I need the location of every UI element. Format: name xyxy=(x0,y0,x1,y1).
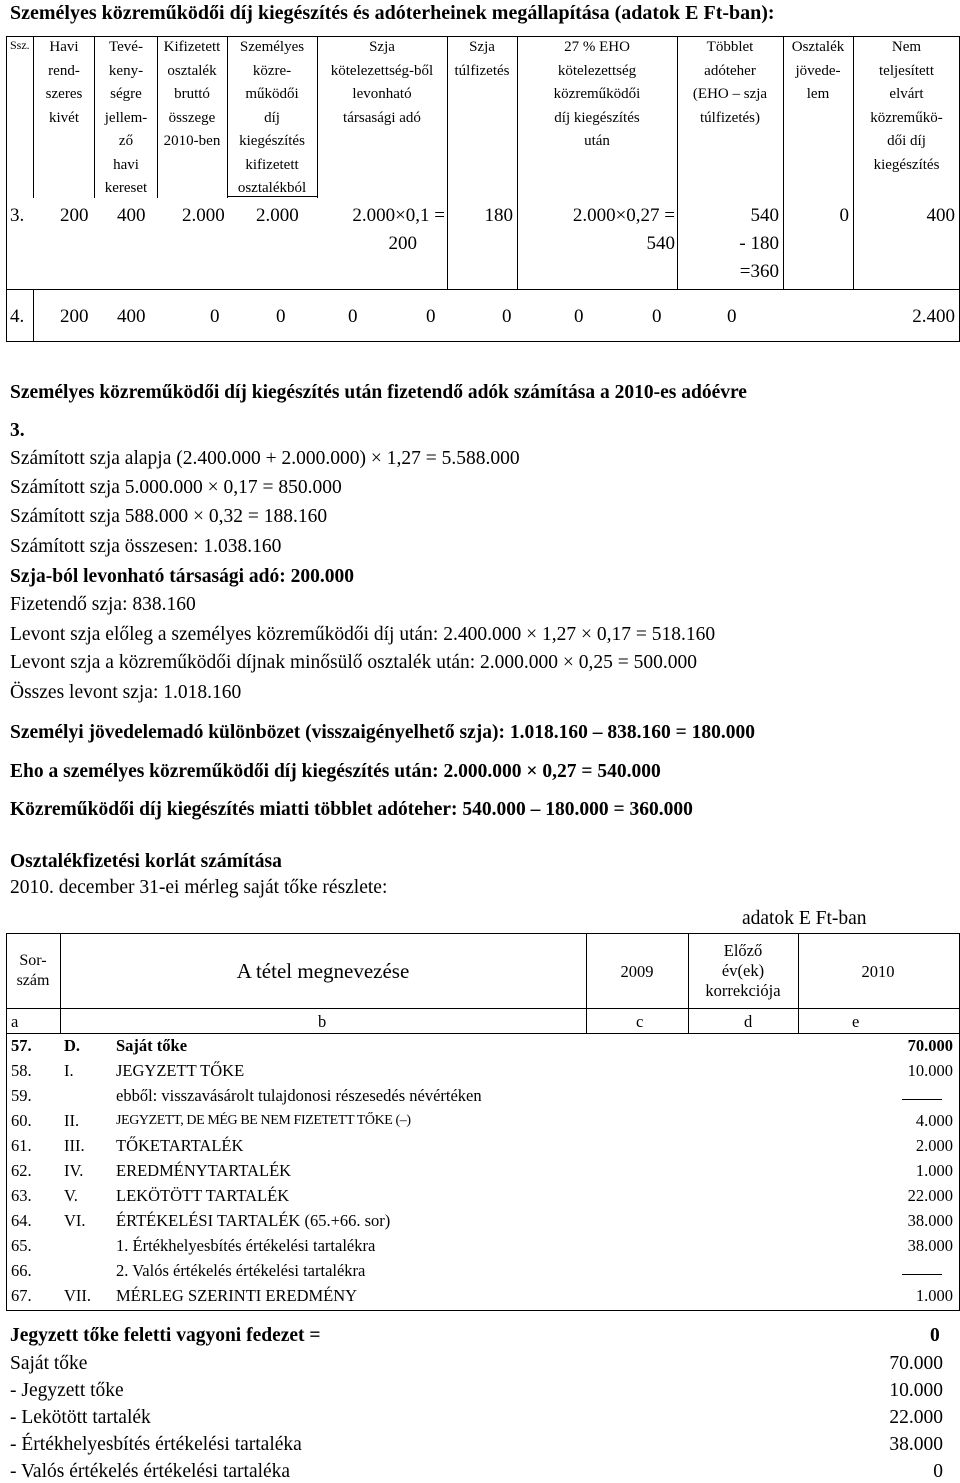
coverage-label: Saját tőke xyxy=(10,1353,88,1374)
row3-havi: 200 xyxy=(60,205,89,226)
header-2010: 2010 xyxy=(861,962,895,981)
table-border xyxy=(6,341,960,342)
row-value: 22.000 xyxy=(907,1186,953,1205)
header-elozo: Előző év(ek) korrekciója xyxy=(705,941,781,1000)
page-title: Személyes közreműködői díj kiegészítés és adóterheinek megállapítása (adatok E Ft-ban): xyxy=(10,2,775,24)
row4-nem: 2.400 xyxy=(912,306,955,327)
row3-szja-tulf: 180 xyxy=(484,205,513,226)
row4-havi: 200 xyxy=(60,306,89,327)
coverage-heading-value: 0 xyxy=(930,1325,940,1346)
row-name: ÉRTÉKELÉSI TARTALÉK (65.+66. sor) xyxy=(116,1211,391,1230)
unit-label: adatok E Ft-ban xyxy=(742,908,867,929)
row3-tobblet-a: 540 xyxy=(750,205,779,226)
header-kifizetett: Kifizetett osztalék bruttó összege 2010-ben xyxy=(163,39,221,149)
calc-heading: Személyes közreműködői díj kiegészítés után fizetendő adók számítása a 2010-es adóévre xyxy=(10,382,747,403)
row-name: MÉRLEG SZERINTI EREDMÉNY xyxy=(116,1286,358,1305)
row-number: 65. xyxy=(11,1236,32,1255)
header-ssz: Ssz. xyxy=(10,38,30,52)
row-number: 63. xyxy=(11,1186,32,1205)
header-szemelyes: Személyes közre- működői díj kiegészítés kifizetett osztalékból xyxy=(237,39,307,196)
header-tevekenyseg: Tevé- keny- ségre jellem- ző havi kereset xyxy=(104,39,148,196)
calc-line: Számított szja 5.000.000 × 0,17 = 850.000 xyxy=(10,477,342,498)
header-sorszam: Sor- szám xyxy=(16,952,50,989)
header-tetel: A tétel megnevezése xyxy=(236,959,410,983)
header-2009: 2009 xyxy=(620,962,654,981)
header-szja-tulfizetes: Szja túlfizetés xyxy=(454,39,510,79)
coverage-label: - Jegyzett tőke xyxy=(10,1380,124,1401)
row4-osztalek: 0 xyxy=(652,306,662,327)
row3-kifiz: 2.000 xyxy=(182,205,225,226)
header-osztalek: Osztalék jövede- lem xyxy=(791,39,845,102)
calc-line: Szja-ból levonható társasági adó: 200.000 xyxy=(10,566,354,587)
row4-tobblet: 0 xyxy=(574,306,584,327)
coverage-label: - Értékhelyesbítés értékelési tartaléka xyxy=(10,1434,302,1455)
row3-szemely: 2.000 xyxy=(256,205,299,226)
row3-eho-result: 540 xyxy=(646,233,675,254)
row4-eho: 0 xyxy=(502,306,512,327)
row-name: JEGYZETT TŐKE xyxy=(116,1061,245,1080)
limit-subheading: 2010. december 31-ei mérleg saját tőke részlete: xyxy=(10,877,388,898)
row-name: LEKÖTÖTT TARTALÉK xyxy=(116,1186,290,1205)
row4-szemely: 0 xyxy=(276,306,286,327)
row-number: 60. xyxy=(11,1111,32,1130)
empty-value-dash xyxy=(902,1274,942,1275)
row-roman: III. xyxy=(64,1136,85,1155)
row3-ssz: 3. xyxy=(10,205,25,226)
calc-line: Fizetendő szja: 838.160 xyxy=(10,594,196,615)
row-roman: I. xyxy=(64,1061,74,1080)
col-letter: d xyxy=(744,1012,753,1031)
calc-line: Számított szja összesen: 1.038.160 xyxy=(10,536,282,557)
header-eho: 27 % EHO kötelezettség közreműködői díj kiegészítés után xyxy=(553,39,641,149)
calc-line: Közreműködői díj kiegészítés miatti többlet adóteher: 540.000 – 180.000 = 360.000 xyxy=(10,799,693,820)
calc-number: 3. xyxy=(10,420,25,441)
row4-teve: 400 xyxy=(117,306,146,327)
coverage-value: 10.000 xyxy=(889,1380,943,1401)
row-name: 1. Értékhelyesbítés értékelési tartalékra xyxy=(116,1236,376,1255)
row-number: 62. xyxy=(11,1161,32,1180)
equity-table xyxy=(6,933,960,1313)
row-value: 10.000 xyxy=(907,1061,953,1080)
row-roman: II. xyxy=(64,1111,80,1130)
row4-szja-tulf: 0 xyxy=(426,306,436,327)
row4-kifiz: 0 xyxy=(210,306,220,327)
row-number: 57. xyxy=(11,1036,32,1055)
row3-eho-calc: 2.000×0,27 = xyxy=(572,205,675,226)
calc-line: Levont szja a közreműködői díjnak minősülő osztalék után: 2.000.000 × 0,25 = 500.000 xyxy=(10,652,698,673)
coverage-label: - Valós értékelés értékelési tartaléka xyxy=(10,1461,291,1482)
row4-szja-kot: 0 xyxy=(348,306,358,327)
row3-szja-kot-result: 200 xyxy=(388,233,417,254)
coverage-value: 22.000 xyxy=(889,1407,943,1428)
row3-szja-kot-calc: 2.000×0,1 = xyxy=(352,205,445,226)
empty-value-dash xyxy=(902,1099,942,1100)
coverage-value: 0 xyxy=(933,1461,943,1482)
calc-line: Eho a személyes közreműködői díj kiegészítés után: 2.000.000 × 0,27 = 540.000 xyxy=(10,761,661,782)
row-value: 1.000 xyxy=(915,1161,953,1180)
row-name: Saját tőke xyxy=(116,1036,188,1055)
row-value: 38.000 xyxy=(907,1211,953,1230)
row-divider xyxy=(6,289,960,290)
row-number: 67. xyxy=(11,1286,32,1305)
coverage-value: 70.000 xyxy=(889,1353,943,1374)
row-name: 2. Valós értékelés értékelési tartalékra xyxy=(116,1261,366,1280)
row-value: 2.000 xyxy=(915,1136,953,1155)
row-name: EREDMÉNYTARTALÉK xyxy=(116,1161,292,1180)
row-number: 64. xyxy=(11,1211,32,1230)
calc-line: Személyi jövedelemadó különbözet (visszaigényelhető szja): 1.018.160 – 838.160 = 180.000 xyxy=(10,722,755,743)
row-value: 1.000 xyxy=(915,1286,953,1305)
row-number: 59. xyxy=(11,1086,32,1105)
row-name: ebből: visszavásárolt tulajdonosi részesedés névértéken xyxy=(116,1086,482,1105)
header-szja-kotelezettseg: Szja kötelezettség-ből levonható társasági adó xyxy=(330,39,434,126)
header-havi: Havi rend- szeres kivét xyxy=(45,39,83,126)
row-number: 58. xyxy=(11,1061,32,1080)
col-letter: a xyxy=(11,1012,19,1031)
row-roman: IV. xyxy=(64,1161,84,1180)
row-name: JEGYZETT, DE MÉG BE NEM FIZETETT TŐKE (–) xyxy=(116,1113,411,1128)
row-roman: D. xyxy=(64,1036,81,1055)
calc-line: Számított szja 588.000 × 0,32 = 188.160 xyxy=(10,506,328,527)
calc-line: Összes levont szja: 1.018.160 xyxy=(10,682,242,703)
row3-osztalek: 0 xyxy=(839,205,849,226)
col-letter: e xyxy=(852,1012,860,1031)
coverage-label: - Lekötött tartalék xyxy=(10,1407,151,1428)
calc-line: Levont szja előleg a személyes közreműködői díj után: 2.400.000 × 1,27 × 0,17 = 518.160 xyxy=(10,624,716,645)
row4-ssz: 4. xyxy=(10,306,25,327)
row-value: 70.000 xyxy=(907,1036,953,1055)
row4-extra-zero: 0 xyxy=(727,306,737,327)
row-number: 66. xyxy=(11,1261,32,1280)
calc-line: Számított szja alapja (2.400.000 + 2.000.000) × 1,27 = 5.588.000 xyxy=(10,448,520,469)
row3-nem: 400 xyxy=(926,205,955,226)
row-roman: V. xyxy=(64,1186,78,1205)
row3-tobblet-b: - 180 xyxy=(739,233,779,254)
coverage-heading: Jegyzett tőke feletti vagyoni fedezet = xyxy=(10,1325,321,1346)
row-number: 61. xyxy=(11,1136,32,1155)
row-value: 4.000 xyxy=(915,1111,953,1130)
header-nem-teljesitett: Nem teljesített elvárt közreműkö- dői díj kiegészítés xyxy=(870,39,943,173)
row3-tobblet-c: =360 xyxy=(739,261,779,282)
table-border xyxy=(6,36,7,342)
row-roman: VII. xyxy=(64,1286,92,1305)
row-value: 38.000 xyxy=(907,1236,953,1255)
header-tobblet: Többlet adóteher (EHO – szja túlfizetés) xyxy=(692,39,768,126)
row-name: TŐKETARTALÉK xyxy=(116,1136,244,1155)
col-letter: c xyxy=(636,1012,644,1031)
coverage-value: 38.000 xyxy=(889,1434,943,1455)
contribution-table xyxy=(6,36,960,342)
row-roman: VI. xyxy=(64,1211,86,1230)
col-letter: b xyxy=(318,1012,327,1031)
row3-teve: 400 xyxy=(117,205,146,226)
limit-heading: Osztalékfizetési korlát számítása xyxy=(10,851,282,872)
